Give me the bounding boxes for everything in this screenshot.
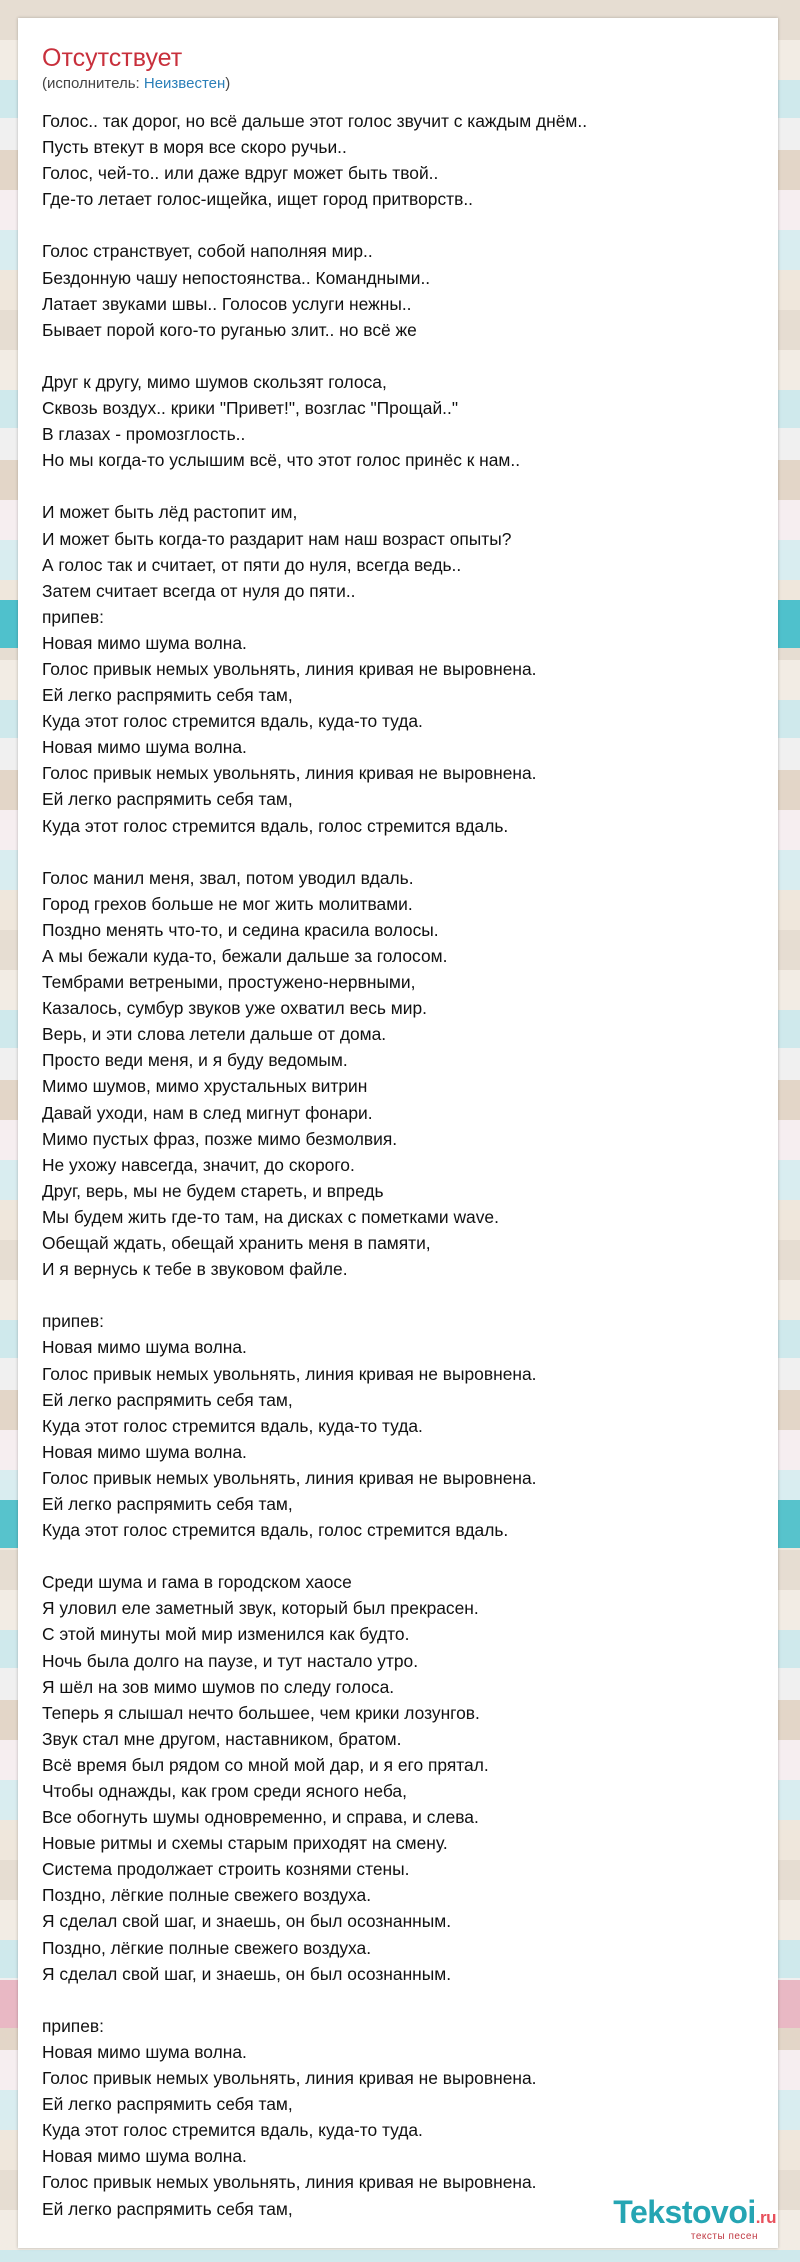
lyric-line: Поздно менять что-то, и седина красила волосы. [42, 919, 439, 940]
lyric-line: Бывает порой кого-то руганью злит.. но всё же [42, 319, 417, 340]
lyric-line: Ей легко распрямить себя там, [42, 1493, 293, 1514]
lyric-line: И я вернусь к тебе в звуковом файле. [42, 1259, 348, 1280]
lyric-line: Звук стал мне другом, наставником, братом. [42, 1728, 402, 1749]
logo-wordmark [613, 2195, 776, 2235]
lyric-line: Бездонную чашу непостоянства.. Командными.. [42, 267, 431, 288]
lyric-line: Голос привык немых увольнять, линия кривая не выровнена. [42, 658, 537, 679]
lyric-line: Куда этот голос стремится вдаль, куда-то туда. [42, 2120, 423, 2141]
lyric-line: Ей легко распрямить себя там, [42, 2094, 293, 2115]
lyric-line: Тембрами ветреными, простужено-нервными, [42, 972, 416, 993]
site-logo[interactable] [613, 2195, 776, 2242]
lyric-line: Новые ритмы и схемы старым приходят на смену. [42, 1833, 448, 1854]
lyric-line: Новая мимо шума волна. [42, 1337, 247, 1358]
lyric-line: припев: [42, 606, 104, 627]
lyric-line: Обещай ждать, обещай хранить меня в памяти, [42, 1233, 431, 1254]
lyric-line: Друг, верь, мы не будем стареть, и впредь [42, 1180, 384, 1201]
performer-suffix: ) [225, 75, 231, 92]
song-title: Отсутствует [42, 44, 183, 72]
lyric-line: И может быть лёд растопит им, [42, 502, 298, 523]
lyric-line: Голос привык немых увольнять, линия кривая не выровнена. [42, 2068, 537, 2089]
lyric-line: Все обогнуть шумы одновременно, и справа, и слева. [42, 1807, 479, 1828]
lyric-line: Всё время был рядом со мной мой дар, и я его прятал. [42, 1754, 489, 1775]
lyric-line: Среди шума и гама в городском хаосе [42, 1572, 352, 1593]
lyric-line: Сквозь воздух.. крики "Привет!", возглас "Прощай.." [42, 398, 459, 419]
lyric-line: припев: [42, 1311, 104, 1332]
lyric-line: Мимо пустых фраз, позже мимо безмолвия. [42, 1128, 398, 1149]
lyric-line: Чтобы однажды, как гром среди ясного неба, [42, 1781, 407, 1801]
lyric-line: Я сделал свой шаг, и знаешь, он был осознанным. [42, 1911, 452, 1932]
lyrics-card [18, 18, 778, 2248]
lyric-line: Ночь была долго на паузе, и тут настало утро. [42, 1650, 419, 1671]
lyric-line: Друг к другу, мимо шумов скользят голоса, [42, 371, 387, 392]
lyric-line: А голос так и считает, от пяти до нуля, всегда ведь.. [42, 554, 462, 575]
lyric-line: Город грехов больше не мог жить молитвами. [42, 893, 413, 914]
lyric-line: Система продолжает строить кознями стены. [42, 1859, 410, 1880]
lyric-line: Мы будем жить где-то там, на дисках с пометками wave. [42, 1206, 499, 1227]
stanza-break [42, 343, 762, 369]
lyric-line: Ей легко распрямить себя там, [42, 1389, 293, 1410]
lyric-line: Голос.. так дорог, но всё дальше этот голос звучит с каждым днём.. [42, 111, 588, 131]
lyric-line: Новая мимо шума волна. [42, 2146, 247, 2167]
performer-prefix: (исполнитель: [42, 75, 144, 92]
lyric-line: Новая мимо шума волна. [42, 632, 247, 653]
lyric-line: Голос привык немых увольнять, линия кривая не выровнена. [42, 1363, 537, 1384]
lyric-line: Просто веди меня, и я буду ведомым. [42, 1050, 348, 1071]
lyric-line: Не ухожу навсегда, значит, до скорого. [42, 1154, 355, 1175]
lyric-line: Ей легко распрямить себя там, [42, 2198, 293, 2219]
stanza-break [42, 473, 762, 499]
lyric-line: Новая мимо шума волна. [42, 1441, 247, 1462]
lyric-line: Голос привык немых увольнять, линия кривая не выровнена. [42, 2172, 537, 2193]
lyric-line: Пусть втекут в моря все скоро ручьи.. [42, 137, 347, 158]
lyric-line: Верь, и эти слова летели дальше от дома. [42, 1024, 387, 1045]
lyric-line: Я шёл на зов мимо шумов по следу голоса. [42, 1676, 395, 1697]
stanza-break [42, 1987, 762, 2013]
logo-tagline: тексты песен [690, 2231, 758, 2242]
lyric-line: Новая мимо шума волна. [42, 2041, 247, 2062]
lyric-line: А мы бежали куда-то, бежали дальше за голосом. [42, 946, 448, 966]
lyric-line: Куда этот голос стремится вдаль, голос стремится вдаль. [42, 1520, 509, 1541]
performer-link[interactable]: Неизвестен [143, 75, 226, 92]
lyrics-body [42, 108, 762, 2222]
performer-line [42, 74, 230, 94]
lyric-line: Где-то летает голос-ищейка, ищет город притворств.. [42, 189, 474, 210]
lyric-line: Голос привык немых увольнять, линия кривая не выровнена. [42, 1467, 537, 1488]
stanza-break [42, 839, 762, 865]
stanza-break [42, 1543, 762, 1569]
lyric-line: Теперь я слышал нечто большее, чем крики лозунгов. [42, 1702, 480, 1723]
lyric-line: Поздно, лёгкие полные свежего воздуха. [42, 1937, 372, 1958]
lyric-line: Голос манил меня, звал, потом уводил вдаль. [42, 867, 414, 888]
lyric-line: Казалось, сумбур звуков уже охватил весь мир. [42, 998, 427, 1019]
lyric-line: Давай уходи, нам в след мигнут фонари. [42, 1102, 373, 1123]
lyric-line: Затем считает всегда от нуля до пяти.. [42, 580, 356, 601]
lyric-line: Ей легко распрямить себя там, [42, 789, 293, 810]
lyric-line: Куда этот голос стремится вдаль, куда-то туда. [42, 1415, 423, 1436]
lyric-line: Голос привык немых увольнять, линия кривая не выровнена. [42, 763, 537, 784]
lyric-line: Голос странствует, собой наполняя мир.. [42, 241, 373, 262]
stanza-break [42, 1282, 762, 1308]
lyric-line: Латает звуками швы.. Голосов услуги нежны.. [42, 293, 412, 314]
lyric-line: Куда этот голос стремится вдаль, голос стремится вдаль. [42, 815, 509, 836]
lyric-line: Мимо шумов, мимо хрустальных витрин [42, 1076, 368, 1097]
lyric-line: припев: [42, 2015, 104, 2036]
lyric-line: Ей легко распрямить себя там, [42, 685, 293, 706]
lyric-line: Поздно, лёгкие полные свежего воздуха. [42, 1885, 372, 1906]
logo-main-text: Tekstovoi [613, 2194, 756, 2230]
lyric-line: Я сделал свой шаг, и знаешь, он был осознанным. [42, 1963, 452, 1984]
lyric-line: С этой минуты мой мир изменился как будто. [42, 1624, 410, 1645]
lyric-line: Куда этот голос стремится вдаль, куда-то туда. [42, 711, 423, 732]
lyric-line: И может быть когда-то раздарит нам наш возраст опыты? [42, 528, 512, 549]
lyric-line: Я уловил еле заметный звук, который был прекрасен. [42, 1598, 479, 1619]
stanza-break [42, 212, 762, 238]
logo-tld: .ru [755, 2208, 776, 2227]
lyric-line: Но мы когда-то услышим всё, что этот голос принёс к нам.. [42, 450, 521, 471]
lyric-line: В глазах - промозглость.. [42, 424, 246, 445]
lyric-line: Новая мимо шума волна. [42, 737, 247, 758]
lyric-line: Голос, чей-то.. или даже вдруг может быть твой.. [42, 163, 439, 184]
